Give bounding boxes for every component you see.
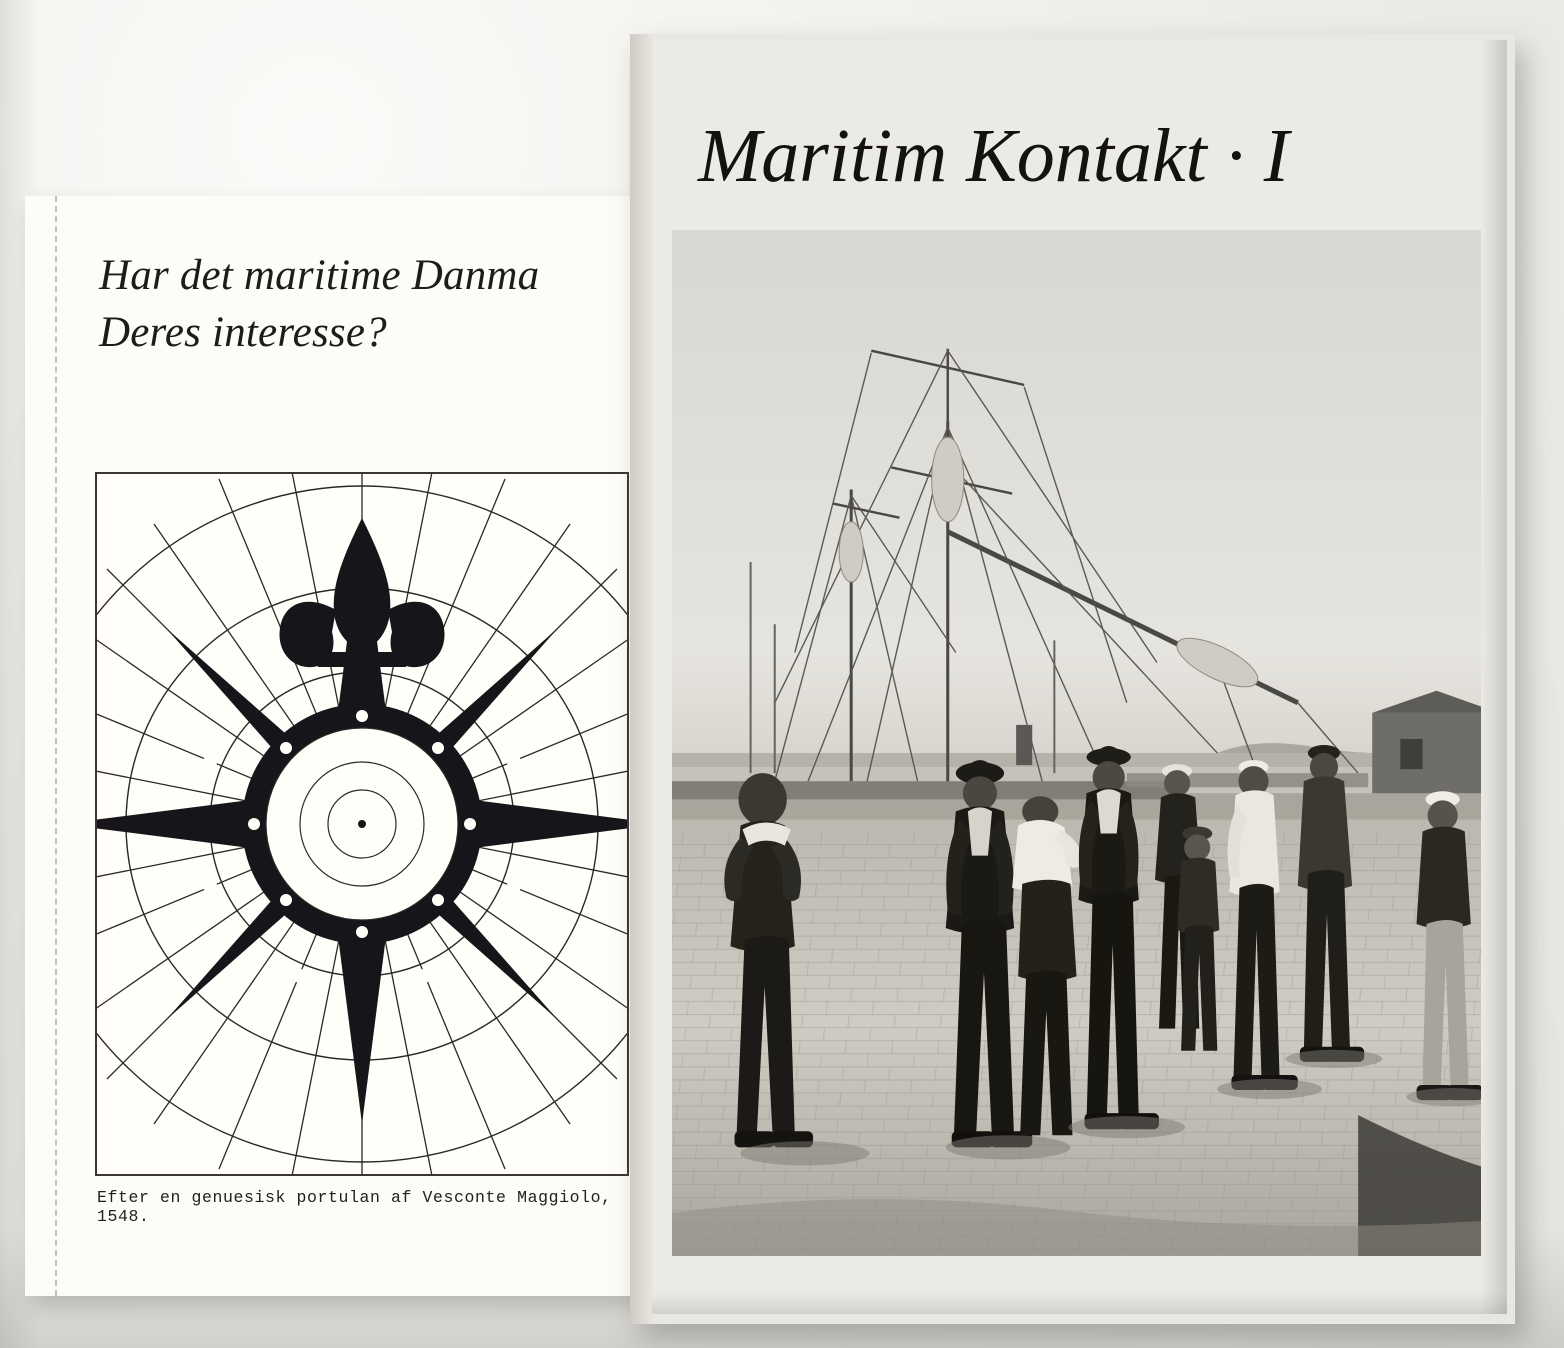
book-front-cover — [652, 40, 1507, 1314]
leaflet-fold-crease — [55, 196, 59, 1296]
book-spine-edge — [630, 34, 652, 1324]
leaflet-front-panel — [73, 196, 645, 1296]
cover-photograph-svg — [672, 230, 1481, 1256]
jacket-flap-shadow — [1481, 40, 1507, 1314]
compass-rose-svg — [97, 474, 627, 1174]
book — [630, 34, 1515, 1324]
leaflet-title-line-2: Deres interesse? — [99, 308, 387, 356]
fleur-de-lis-north-marker — [279, 518, 444, 704]
leaflet-title — [99, 248, 641, 362]
jacket-bottom-shadow — [652, 1292, 1507, 1314]
book-title: Maritim Kontakt · I — [698, 114, 1290, 198]
cover-photograph — [672, 230, 1481, 1256]
compass-rose-illustration — [95, 472, 629, 1176]
leaflet-title-line-1: Har det maritime Danma — [99, 252, 540, 299]
leaflet-caption: Efter en genuesisk portulan af Vesconte Maggiolo, 1548. — [97, 1188, 612, 1226]
leaflet — [25, 196, 645, 1296]
